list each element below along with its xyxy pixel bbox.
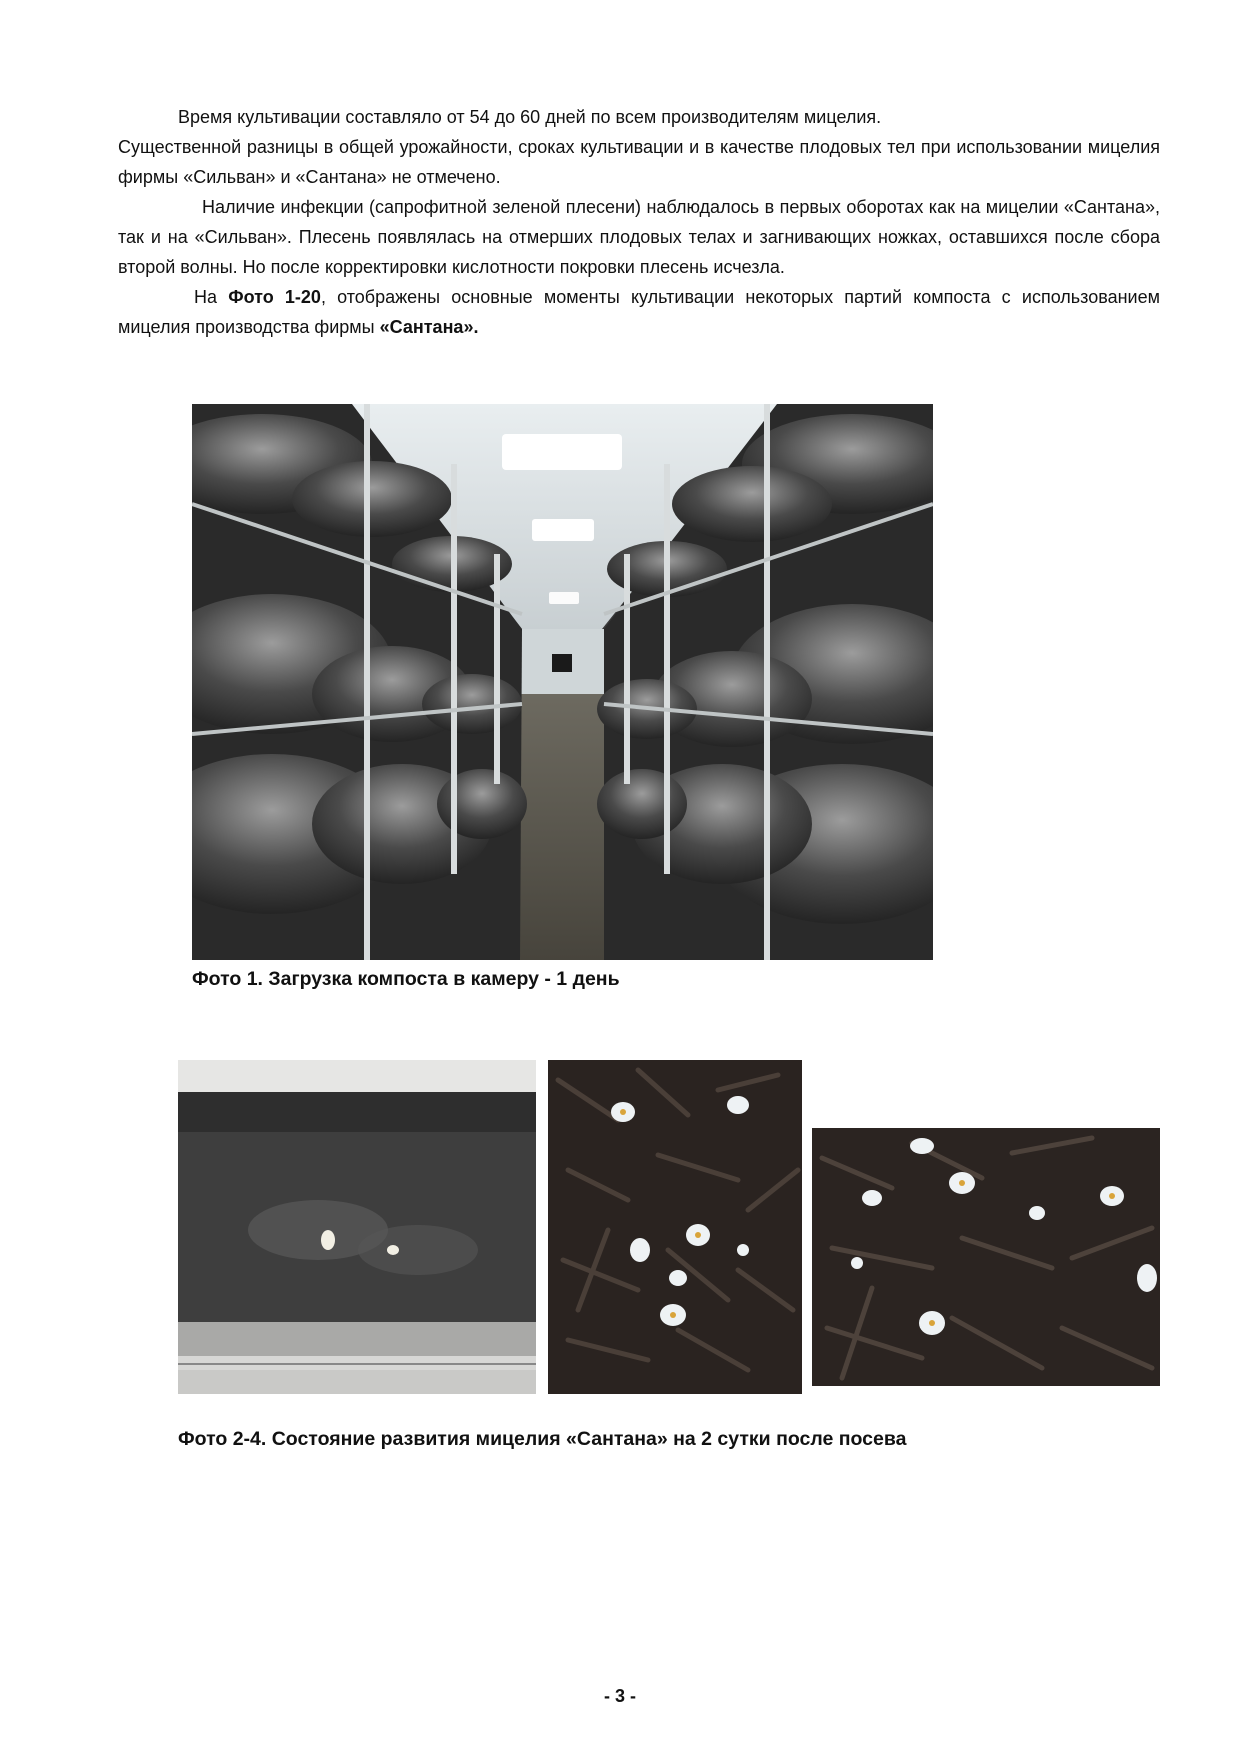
caption-photo-1 <box>192 968 620 991</box>
photo-ref-range: Фото 1-20 <box>228 287 321 307</box>
paragraph-photo-reference <box>118 282 1160 342</box>
photo-1-growing-chamber <box>192 404 933 960</box>
page-number: - 3 - <box>603 1686 636 1706</box>
paragraph-cultivation-time: Время культивации составляло от 54 до 60 дней по всем производителям мицелия. <box>178 107 882 127</box>
photo-ref-prefix: На <box>194 287 229 307</box>
photo-ref-brand: «Сантана». <box>379 317 479 337</box>
paragraph-infection: Наличие инфекции (сапрофитной зеленой плесени) наблюдалось в первых оборотах как на мицелии «Сантана», так и на «Сильван». Плесень появлялась на отмерших плодовых телах и загнивающих ножках, оставшихся после сбора второй волны. Но после корректировки кислотности покровки плесень исчезла. <box>118 197 1160 277</box>
photo-2-compost-tray <box>178 1060 536 1394</box>
caption-photo-1-label: Фото 1 <box>192 968 258 990</box>
caption-photo-1-text: . Загрузка компоста в камеру - 1 день <box>257 968 620 990</box>
caption-photos-2-4: Фото 2-4. Состояние развития мицелия «Сантана» на 2 сутки после посева <box>178 1428 907 1450</box>
body-text <box>118 102 1160 342</box>
photo-3-mycelium-spots <box>548 1060 802 1394</box>
photo-4-mycelium-spots <box>812 1128 1160 1386</box>
photo-ref-middle: , отображены основные моменты культивации некоторых партий компоста с использованием мицелия производства фирмы <box>118 287 1160 337</box>
paragraph-no-difference: Существенной разницы в общей урожайности, сроках культивации и в качестве плодовых тел при использовании мицелия фирмы «Сильван» и «Сантана» не отмечено. <box>118 137 1160 187</box>
